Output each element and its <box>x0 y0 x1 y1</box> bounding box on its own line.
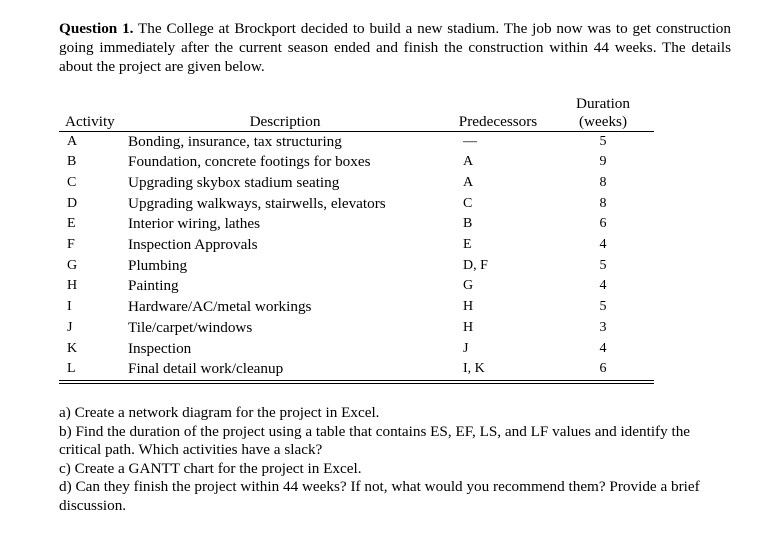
table-row <box>59 173 654 194</box>
table-row <box>59 131 654 152</box>
cell-duration: 8 <box>599 174 607 190</box>
part-d: d) Can they finish the project within 44 weeks? If not, what would you recommend them? Provide a brief discussion. <box>59 478 700 514</box>
cell-description: Upgrading walkways, stairwells, elevators <box>128 194 386 212</box>
part-b: b) Find the duration of the project using a table that contains ES, EF, LS, and LF values and identify the critical path. Which activities have a slack? <box>59 422 691 459</box>
cell-description: Inspection Approvals <box>128 236 258 254</box>
cell-predecessors: H <box>463 299 474 315</box>
cell-description: Foundation, concrete footings for boxes <box>128 153 371 171</box>
part-c: c) Create a GANTT chart for the project in Excel. <box>59 459 362 477</box>
cell-duration: 4 <box>599 340 607 356</box>
cell-activity: I <box>67 299 72 315</box>
cell-activity: L <box>59 359 126 380</box>
table-body <box>59 131 654 380</box>
cell-duration: 5 <box>599 257 607 273</box>
table-row <box>59 339 654 360</box>
cell-description: Final detail work/cleanup <box>126 359 444 380</box>
cell-description: Bonding, insurance, tax structuring <box>128 132 342 150</box>
question-label: Question 1. <box>59 20 134 37</box>
cell-predecessors: D, F <box>463 257 488 273</box>
cell-duration: 8 <box>599 195 607 211</box>
table-row <box>59 318 654 339</box>
cell-activity: C <box>67 174 77 190</box>
cell-activity: H <box>67 278 78 294</box>
cell-activity: B <box>67 154 77 170</box>
table-row <box>59 297 654 318</box>
table-row <box>59 194 654 215</box>
cell-predecessors: E <box>463 237 472 253</box>
cell-duration: 5 <box>599 299 607 315</box>
cell-predecessors: B <box>463 216 473 232</box>
cell-duration: 6 <box>599 216 607 232</box>
cell-activity: A <box>67 133 78 149</box>
question-text: The College at Brockport decided to build a new stadium. The job now was to get construction going immediately after the current season ended and finish the construction within 44 weeks. The details about the project are given below. <box>59 20 731 75</box>
table-header-row <box>59 93 654 131</box>
activity-table <box>59 93 654 381</box>
cell-predecessors: H <box>463 319 474 335</box>
cell-description: Upgrading skybox stadium seating <box>128 173 340 191</box>
activity-table-container <box>59 93 654 384</box>
header-duration-line2: (weeks) <box>578 112 628 130</box>
header-duration <box>552 93 654 131</box>
cell-description: Interior wiring, lathes <box>128 215 261 233</box>
header-duration-line1: Duration <box>576 94 630 112</box>
cell-duration: 3 <box>599 319 607 335</box>
table-row <box>59 276 654 297</box>
cell-description: Plumbing <box>128 256 188 274</box>
header-predecessors: Predecessors <box>458 112 538 130</box>
cell-predecessors: I, K <box>444 359 552 380</box>
question-parts <box>59 404 731 516</box>
cell-activity: F <box>67 237 75 253</box>
cell-description: Painting <box>128 277 179 295</box>
cell-activity: J <box>67 319 73 335</box>
part-a: a) Create a network diagram for the project in Excel. <box>59 404 380 421</box>
cell-predecessors: J <box>463 340 469 356</box>
cell-predecessors: C <box>463 195 473 211</box>
cell-duration: 5 <box>599 133 607 149</box>
cell-description: Tile/carpet/windows <box>128 318 253 336</box>
table-row <box>59 214 654 235</box>
table-row <box>59 256 654 277</box>
cell-duration: 9 <box>599 154 607 170</box>
table-row <box>59 359 654 380</box>
cell-predecessors: G <box>463 278 474 294</box>
cell-description: Hardware/AC/metal workings <box>128 298 312 316</box>
cell-predecessors: — <box>463 133 477 149</box>
cell-activity: K <box>67 340 78 356</box>
cell-duration: 6 <box>552 359 654 380</box>
cell-duration: 4 <box>599 237 607 253</box>
header-description: Description <box>249 112 321 130</box>
cell-duration: 4 <box>599 278 607 294</box>
cell-activity: D <box>67 195 78 211</box>
question-paragraph <box>59 19 731 76</box>
header-activity: Activity <box>65 112 115 130</box>
cell-activity: G <box>67 257 78 273</box>
cell-activity: E <box>67 216 76 232</box>
cell-predecessors: A <box>463 174 474 190</box>
table-double-rule <box>59 381 654 384</box>
table-row <box>59 152 654 173</box>
cell-description: Inspection <box>128 339 192 357</box>
cell-predecessors: A <box>463 154 474 170</box>
table-row <box>59 235 654 256</box>
